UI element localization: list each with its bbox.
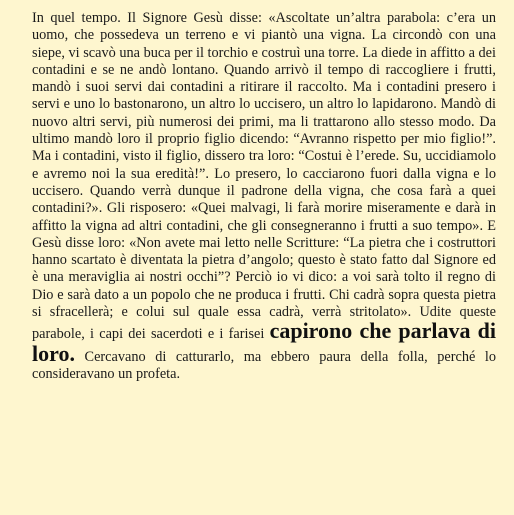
passage-ending: Cercavano di catturarlo, ma ebbero paura della folla, perché lo consideravano un profeta.: [32, 348, 496, 382]
passage-body: In quel tempo. Il Signore Gesù disse: «Ascoltate un’altra parabola: c’era un uomo, che possedeva un terreno e vi piantò una vigna. La circondò con una siepe, vi scavò una buca per il torchio e costruì una torre. La diede in affitto a dei contadini e se ne andò lontano. Quando arrivò il tempo di raccogliere i frutti, mandò i suoi servi dai contadini a ritirare il raccolto. Ma i contadini presero i servi e uno lo bastonarono, un altro lo uccisero, un altro lo lapidarono. Mandò di nuovo altri servi, più numerosi dei primi, ma li trattarono allo stesso modo. Da ultimo mandò loro il proprio figlio dicendo: “Avranno rispetto per mio figlio!”. Ma i contadini, visto il figlio, dissero tra loro: “Costui è l’erede. Su, uccidiamolo e avremo noi la sua eredità!”. Lo presero, lo cacciarono fuori dalla vigna e lo uccisero. Quando verrà dunque il padrone della vigna, che cosa farà a quei contadini?». Gli risposero: «Quei malvagi, li farà morire miseramente e darà in affitto la vigna ad altri contadini, che gli consegneranno i frutti a suo tempo». E Gesù disse loro: «Non avete mai letto nelle Scritture: “La pietra che i costruttori hanno scartato è diventata la pietra d’angolo; questo è stato fatto dal Signore ed è una meraviglia ai nostri occhi”? Perciò io vi dico: a voi sarà tolto il regno di Dio e sarà dato a un popolo che ne produca i frutti. Chi cadrà sopra questa pietra si sfracellerà; e colui sul quale essa cadrà, verrà stritolato». Udite queste parabole, i capi dei sacerdoti e i farisei: [32, 10, 496, 343]
gospel-passage: [32, 10, 496, 383]
emphasized-phrase: capirono che parlava di loro.: [32, 318, 496, 366]
